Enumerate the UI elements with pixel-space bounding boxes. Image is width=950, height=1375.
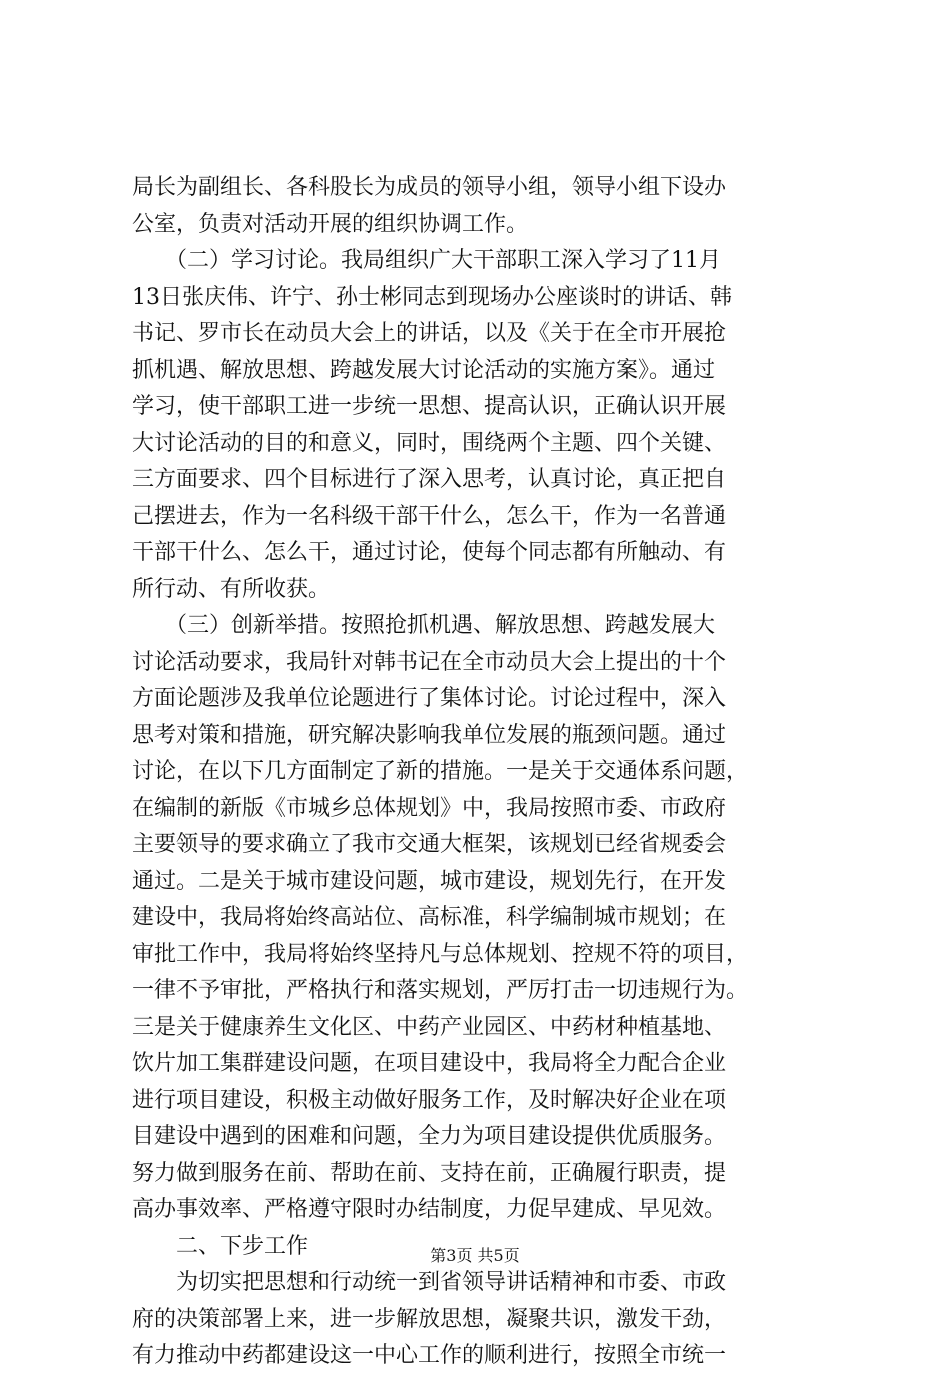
text-line: 抓机遇、解放思想、跨越发展大讨论活动的实施方案》。通过 xyxy=(132,357,716,383)
text-line: 主要领导的要求确立了我市交通大框架，该规划已经省规委会 xyxy=(132,832,727,857)
text-line: 府的决策部署上来，进一步解放思想，凝聚共识，激发干劲， xyxy=(132,1306,727,1332)
text-line: 大讨论活动的目的和意义，同时，围绕两个主题、四个关键、 xyxy=(132,430,727,456)
document-body xyxy=(132,170,832,1375)
text-line: 饮片加工集群建设问题，在项目建设中，我局将全力配合企业 xyxy=(132,1051,727,1076)
text-line: 三方面要求、四个目标进行了深入思考，认真讨论，真正把自 xyxy=(132,467,727,492)
text-line: 学习，使干部职工进一步统一思想、提高认识，正确认识开展 xyxy=(132,394,727,419)
text-line: 所行动、有所收获。 xyxy=(132,576,331,602)
text-line: 讨论活动要求，我局针对韩书记在全市动员大会上提出的十个 xyxy=(132,649,727,675)
text-line: 通过。二是关于城市建设问题，城市建设，规划先行，在开发 xyxy=(132,868,727,894)
text-line: 高办事效率、严格遵守限时办结制度，力促早建成、早见效。 xyxy=(132,1197,727,1222)
text-line: 局长为副组长、各科股长为成员的领导小组，领导小组下设办 xyxy=(132,175,727,200)
text-line: 有力推动中药都建设这一中心工作的顺利进行，按照全市统一 xyxy=(132,1343,727,1368)
text-line: 干部干什么、怎么干，通过讨论，使每个同志都有所触动、有 xyxy=(132,540,727,565)
text-line: 进行项目建设，积极主动做好服务工作，及时解决好企业在项 xyxy=(132,1087,727,1113)
text-line: 思考对策和措施，研究解决影响我单位发展的瓶颈问题。通过 xyxy=(132,722,727,748)
text-line: 公室，负责对活动开展的组织协调工作。 xyxy=(132,211,529,237)
text-line: 二、下步工作 xyxy=(132,1233,309,1259)
page-footer: 第3页 共5页 xyxy=(430,1246,520,1265)
text-line: 三是关于健康养生文化区、中药产业园区、中药材种植基地、 xyxy=(132,1014,727,1040)
text-line: 目建设中遇到的困难和问题，全力为项目建设提供优质服务。 xyxy=(132,1124,727,1149)
text-line: （三）创新举措。按照抢抓机遇、解放思想、跨越发展大 xyxy=(132,613,716,638)
text-line: 己摆进去，作为一名科级干部干什么，怎么干，作为一名普通 xyxy=(132,503,727,529)
text-line: 努力做到服务在前、帮助在前、支持在前，正确履行职责，提 xyxy=(132,1160,727,1186)
text-line: 13日张庆伟、许宁、孙士彬同志到现场办公座谈时的讲话、韩 xyxy=(132,284,732,310)
text-line: 方面论题涉及我单位论题进行了集体讨论。讨论过程中，深入 xyxy=(132,686,727,711)
text-line: 讨论，在以下几方面制定了新的措施。一是关于交通体系问题， xyxy=(132,759,749,784)
text-line: 一律不予审批，严格执行和落实规划，严厉打击一切违规行为。 xyxy=(132,978,749,1003)
text-line: 为切实把思想和行动统一到省领导讲话精神和市委、市政 xyxy=(132,1270,727,1295)
text-line: 审批工作中，我局将始终坚持凡与总体规划、控规不符的项目， xyxy=(132,941,749,967)
text-line: （二）学习讨论。我局组织广大干部职工深入学习了11月 xyxy=(132,248,721,273)
text-line: 书记、罗市长在动员大会上的讲话，以及《关于在全市开展抢 xyxy=(132,321,727,346)
text-line: 在编制的新版《市城乡总体规划》中，我局按照市委、市政府 xyxy=(132,795,727,821)
text-line: 建设中，我局将始终高站位、高标准，科学编制城市规划；在 xyxy=(132,905,727,930)
